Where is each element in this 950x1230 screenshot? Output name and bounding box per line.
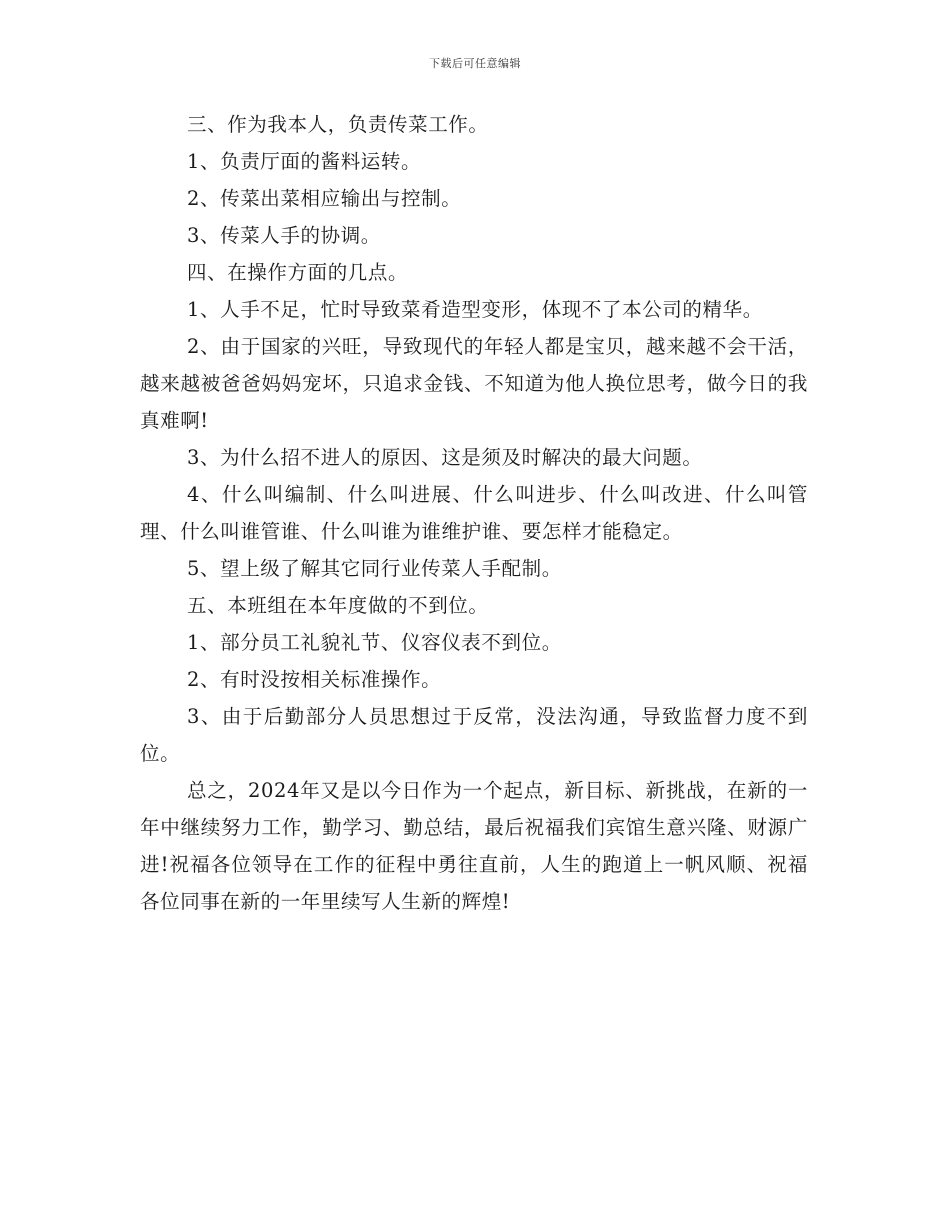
list-item: 2、有时没按相关标准操作。 (187, 668, 442, 691)
list-item: 4、什么叫编制、什么叫进展、什么叫进步、什么叫改进、什么叫管理、什么叫谁管谁、什么叫谁为谁维护谁、要怎样才能稳定。 (140, 483, 808, 543)
conclusion-paragraph: 总之，2024年又是以今日作为一个起点，新目标、新挑战，在新的一年中继续努力工作，勤学习、勤总结，最后祝福我们宾馆生意兴隆、财源广进!祝福各位领导在工作的征程中勇往直前，人生的跑道上一帆风顺、祝福各位同事在新的一年里续写人生新的辉煌! (140, 779, 808, 913)
page-header-note: 下载后可任意编辑 (429, 57, 521, 70)
list-item: 3、为什么招不进人的原因、这是须及时解决的最大问题。 (187, 446, 703, 469)
list-item: 1、负责厅面的酱料运转。 (187, 150, 422, 173)
section-heading-4: 四、在操作方面的几点。 (187, 261, 409, 284)
list-item: 3、由于后勤部分人员思想过于反常，没法沟通，导致监督力度不到位。 (140, 705, 808, 765)
list-item: 3、传菜人手的协调。 (187, 224, 381, 247)
document-body (140, 106, 808, 920)
list-item: 2、传菜出菜相应输出与控制。 (187, 187, 462, 210)
list-item: 1、部分员工礼貌礼节、仪容仪表不到位。 (187, 631, 562, 654)
section-heading-3: 三、作为我本人，负责传菜工作。 (187, 113, 489, 136)
section-heading-5: 五、本班组在本年度做的不到位。 (187, 594, 489, 617)
list-item: 1、人手不足，忙时导致菜肴造型变形，体现不了本公司的精华。 (187, 298, 763, 321)
list-item: 5、望上级了解其它同行业传菜人手配制。 (187, 557, 562, 580)
list-item: 2、由于国家的兴旺，导致现代的年轻人都是宝贝，越来越不会干活，越来越被爸爸妈妈宠坏，只追求金钱、不知道为他人换位思考，做今日的我真难啊! (140, 335, 808, 432)
